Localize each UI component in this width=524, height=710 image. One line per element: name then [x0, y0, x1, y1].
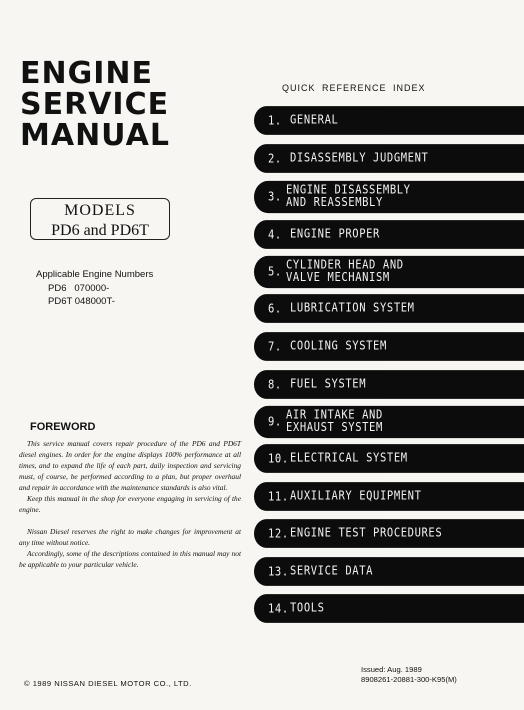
index-tab-7[interactable]	[254, 332, 524, 361]
issue-date: Issued: Aug. 1989	[361, 665, 422, 674]
issue-info	[361, 665, 457, 685]
index-tab-14[interactable]	[254, 594, 524, 623]
index-tab-label: COOLING SYSTEM	[290, 339, 387, 353]
index-tab-5[interactable]	[254, 256, 524, 288]
index-tab-4[interactable]	[254, 220, 524, 249]
foreword-paragraph: This service manual covers repair procedure of the PD6 and PD6T diesel engines. In order for the engine displays 100% performance at all times, and to expand the life of each part, daily inspection and servicing must, of course, be performed according to a plan, but proper overhaul and repair in accordance with the maintenance standards is also vital.	[19, 439, 241, 492]
index-tab-number: 9.	[268, 415, 282, 429]
index-tab-number: 11.	[268, 489, 289, 504]
foreword-heading: FOREWORD	[30, 421, 96, 433]
engine-number-pd6: PD6 070000-	[48, 282, 110, 294]
index-tab-label: AIR INTAKE AND EXHAUST SYSTEM	[286, 408, 383, 435]
models-box	[30, 198, 170, 240]
index-tab-3[interactable]	[254, 181, 524, 213]
index-tab-label: ENGINE DISASSEMBLY AND REASSEMBLY	[286, 183, 411, 210]
manual-title	[20, 58, 170, 151]
index-tab-2[interactable]	[254, 144, 524, 173]
applicable-engine-numbers	[36, 268, 153, 309]
index-tab-number: 4.	[268, 227, 282, 242]
index-tab-9[interactable]	[254, 406, 524, 438]
foreword-paragraph: Accordingly, some of the descriptions contained in this manual may not be applicable to your particular vehicle.	[19, 549, 241, 569]
index-tab-number: 1.	[268, 113, 282, 128]
applicable-heading: Applicable Engine Numbers	[36, 269, 154, 280]
models-names: PD6 and PD6T	[51, 222, 149, 239]
index-tab-label: ENGINE PROPER	[290, 227, 380, 241]
quick-reference-index-title: QUICK REFERENCE INDEX	[282, 83, 426, 93]
models-label: MODELS	[64, 202, 136, 219]
foreword-paragraph: Keep this manual in the shop for everyone engaging in servicing of the engine.	[19, 494, 241, 514]
foreword-paragraph: Nissan Diesel reserves the right to make changes for improvement at any time without notice.	[19, 527, 241, 547]
index-tab-number: 12.	[268, 526, 289, 541]
copyright-notice: © 1989 NISSAN DIESEL MOTOR CO., LTD.	[24, 679, 192, 688]
index-tab-label: ENGINE TEST PROCEDURES	[290, 526, 443, 540]
index-tab-number: 3.	[268, 190, 282, 204]
index-tab-number: 7.	[268, 339, 282, 354]
index-tab-number: 13.	[268, 564, 289, 579]
index-tab-label: TOOLS	[290, 601, 325, 615]
index-tab-1[interactable]	[254, 106, 524, 135]
index-tab-number: 6.	[268, 301, 282, 316]
index-tab-number: 8.	[268, 377, 282, 392]
index-tab-label: ELECTRICAL SYSTEM	[290, 451, 408, 465]
index-tab-number: 5.	[268, 265, 282, 279]
title-line-2: SERVICE	[20, 87, 170, 122]
title-line-3: MANUAL	[20, 118, 170, 153]
index-tab-10[interactable]	[254, 444, 524, 473]
index-tab-13[interactable]	[254, 557, 524, 586]
index-tab-label: CYLINDER HEAD AND VALVE MECHANISM	[286, 258, 404, 285]
index-tab-label: AUXILIARY EQUIPMENT	[290, 489, 422, 503]
index-tab-label: LUBRICATION SYSTEM	[290, 301, 415, 315]
index-tab-11[interactable]	[254, 482, 524, 511]
foreword-text	[19, 438, 241, 570]
title-line-1: ENGINE	[20, 56, 153, 91]
index-tab-label: SERVICE DATA	[290, 564, 374, 578]
index-tab-8[interactable]	[254, 370, 524, 399]
index-tab-number: 10.	[268, 451, 289, 466]
index-tab-12[interactable]	[254, 519, 524, 548]
index-tab-label: GENERAL	[290, 113, 339, 127]
index-tab-label: FUEL SYSTEM	[290, 377, 367, 391]
document-number: 8908261-20881-300-K95(M)	[361, 675, 457, 684]
index-tab-label: DISASSEMBLY JUDGMENT	[290, 151, 429, 165]
index-tab-6[interactable]	[254, 294, 524, 323]
index-tab-number: 14.	[268, 601, 289, 616]
engine-number-pd6t: PD6T 048000T-	[48, 296, 115, 307]
index-tab-number: 2.	[268, 151, 282, 166]
